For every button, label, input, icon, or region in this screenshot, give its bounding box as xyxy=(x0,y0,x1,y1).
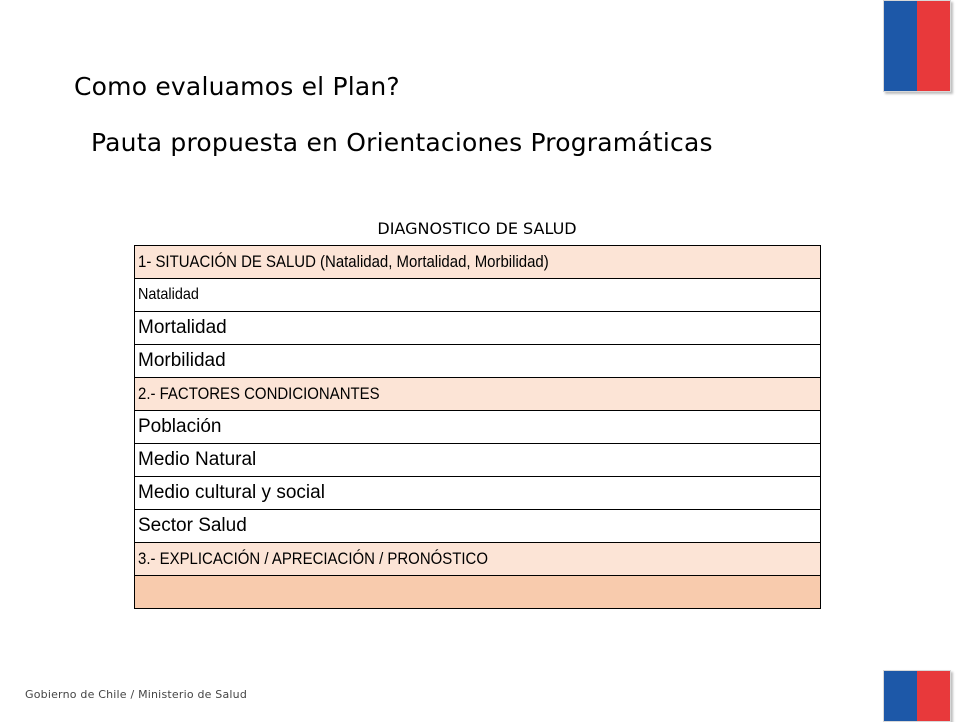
cell-text: 2.- FACTORES CONDICIONANTES xyxy=(138,384,380,403)
cell-text: Morbilidad xyxy=(138,350,226,371)
table-cell xyxy=(135,312,821,345)
table-cell xyxy=(135,345,821,378)
cell-text: Medio cultural y social xyxy=(138,482,325,503)
chile-flag-logo-top xyxy=(883,0,951,92)
cell-text: Medio Natural xyxy=(138,449,257,470)
table-row-section-2 xyxy=(135,378,821,411)
table-row-empty xyxy=(135,576,821,609)
table-cell xyxy=(135,444,821,477)
table-row xyxy=(135,477,821,510)
table-row xyxy=(135,279,821,312)
diagnostic-table xyxy=(134,245,821,609)
table-cell xyxy=(135,378,821,411)
table-cell xyxy=(135,576,821,609)
footer-text: Gobierno de Chile / Ministerio de Salud xyxy=(25,688,248,701)
table-row-section-1 xyxy=(135,246,821,279)
table-cell xyxy=(135,411,821,444)
table-cell xyxy=(135,246,821,279)
table-cell xyxy=(135,279,821,312)
table-row xyxy=(135,411,821,444)
chile-flag-logo-bottom xyxy=(883,670,951,722)
flag-blue-stripe xyxy=(884,1,917,91)
flag-blue-stripe xyxy=(884,671,917,721)
table-cell xyxy=(135,477,821,510)
cell-text: 3.- EXPLICACIÓN / APRECIACIÓN / PRONÓSTICO xyxy=(138,549,488,568)
cell-text: Sector Salud xyxy=(138,515,247,536)
table-row-section-3 xyxy=(135,543,821,576)
cell-text: 1- SITUACIÓN DE SALUD (Natalidad, Mortalidad, Morbilidad) xyxy=(138,252,549,271)
slide-title: Como evaluamos el Plan? xyxy=(74,72,400,101)
table-row xyxy=(135,312,821,345)
flag-red-stripe xyxy=(917,671,950,721)
cell-text: Mortalidad xyxy=(138,317,227,338)
flag-red-stripe xyxy=(917,1,950,91)
table-cell xyxy=(135,510,821,543)
table-row xyxy=(135,345,821,378)
cell-text: Población xyxy=(138,416,222,437)
table-caption: DIAGNOSTICO DE SALUD xyxy=(377,219,577,238)
table-row xyxy=(135,444,821,477)
slide-subtitle: Pauta propuesta en Orientaciones Programáticas xyxy=(91,128,713,157)
table-row xyxy=(135,510,821,543)
cell-text: Natalidad xyxy=(138,286,199,303)
table-cell xyxy=(135,543,821,576)
